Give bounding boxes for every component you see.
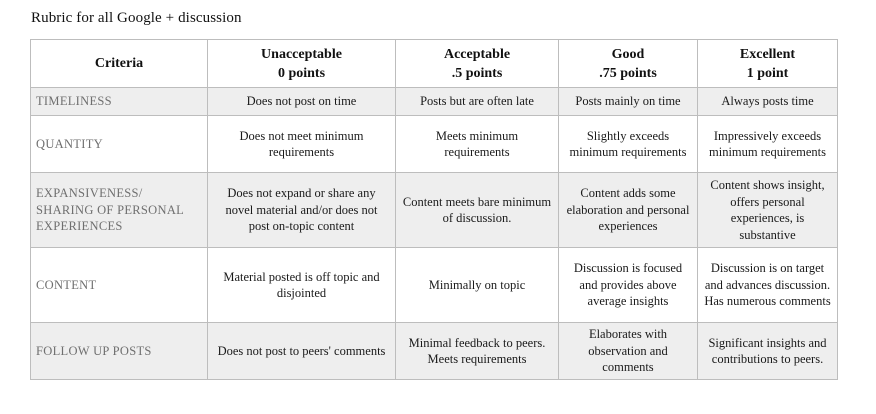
rating-cell: Does not post to peers' comments xyxy=(208,323,396,380)
rating-cell: Meets minimum requirements xyxy=(396,116,559,173)
table-row xyxy=(31,88,838,116)
header-good xyxy=(559,40,698,88)
criteria-cell: FOLLOW UP POSTS xyxy=(31,323,208,380)
table-row xyxy=(31,248,838,323)
header-points: .75 points xyxy=(599,65,657,81)
table-row xyxy=(31,116,838,173)
header-points: .5 points xyxy=(451,65,503,81)
criteria-cell: EXPANSIVENESS/ SHARING OF PERSONAL EXPERIENCES xyxy=(31,173,208,248)
header-points: 0 points xyxy=(277,65,326,81)
rating-cell: Always posts time xyxy=(698,88,838,116)
rating-cell: Does not expand or share any novel material and/or does not post on-topic content xyxy=(208,173,396,248)
rating-cell: Posts but are often late xyxy=(396,88,559,116)
header-criteria: Criteria xyxy=(31,40,208,88)
rating-cell: Discussion is focused and provides above average insights xyxy=(559,248,698,323)
rating-cell: Content shows insight, offers personal experiences, is substantive xyxy=(698,173,838,248)
rating-cell: Impressively exceeds minimum requirements xyxy=(698,116,838,173)
header-label: Excellent xyxy=(739,46,796,62)
rating-cell: Slightly exceeds minimum requirements xyxy=(559,116,698,173)
rating-cell: Minimally on topic xyxy=(396,248,559,323)
header-label: Good xyxy=(611,46,645,62)
criteria-cell: QUANTITY xyxy=(31,116,208,173)
criteria-cell: CONTENT xyxy=(31,248,208,323)
header-excellent xyxy=(698,40,838,88)
criteria-cell: TIMELINESS xyxy=(31,88,208,116)
rating-cell: Posts mainly on time xyxy=(559,88,698,116)
rating-cell: Discussion is on target and advances discussion. Has numerous comments xyxy=(698,248,838,323)
rating-cell: Material posted is off topic and disjointed xyxy=(208,248,396,323)
rating-cell: Significant insights and contributions to peers. xyxy=(698,323,838,380)
header-points: 1 point xyxy=(746,65,789,81)
header-row xyxy=(31,40,838,88)
header-acceptable xyxy=(396,40,559,88)
header-unacceptable xyxy=(208,40,396,88)
header-label: Unacceptable xyxy=(261,46,342,62)
rating-cell: Minimal feedback to peers. Meets requirements xyxy=(396,323,559,380)
table-row xyxy=(31,173,838,248)
document-title: Rubric for all Google + discussion xyxy=(31,10,242,26)
header-label: Acceptable xyxy=(443,46,511,62)
rating-cell: Does not meet minimum requirements xyxy=(208,116,396,173)
rating-cell: Does not post on time xyxy=(208,88,396,116)
table-row xyxy=(31,323,838,380)
rubric-table xyxy=(30,39,838,380)
rating-cell: Elaborates with observation and comments xyxy=(559,323,698,380)
rating-cell: Content meets bare minimum of discussion. xyxy=(396,173,559,248)
rating-cell: Content adds some elaboration and personal experiences xyxy=(559,173,698,248)
